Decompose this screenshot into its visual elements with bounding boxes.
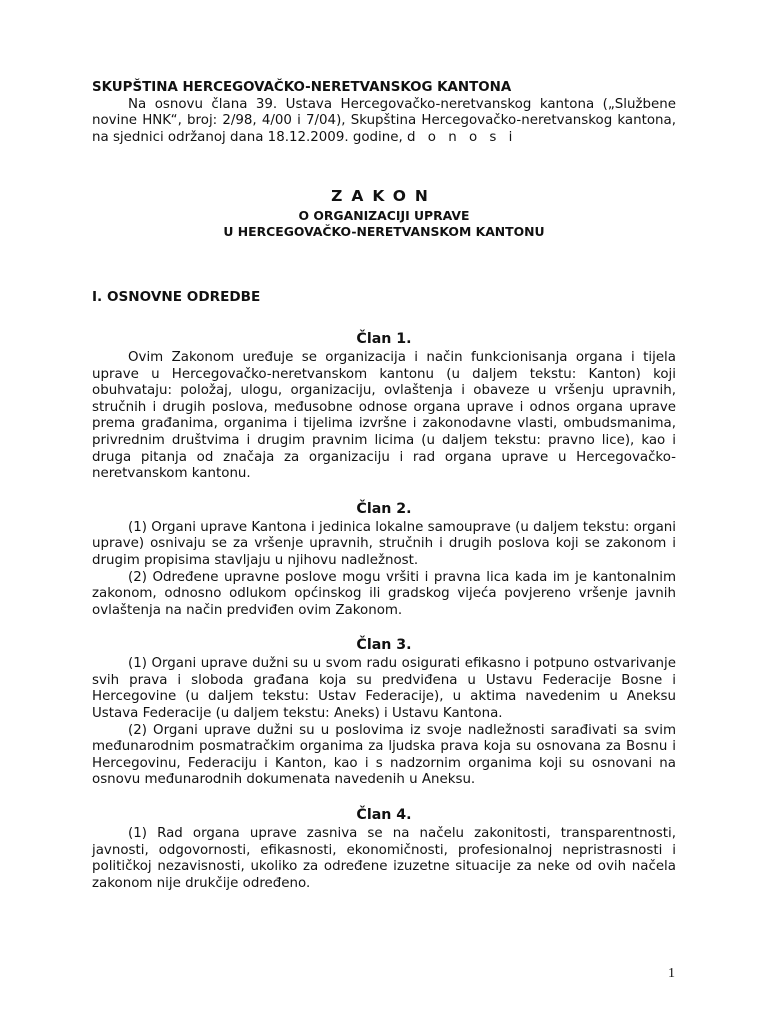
- document-page: [92, 80, 676, 892]
- article-4-paragraph-1: (1) Rad organa uprave zasniva se na načelu zakonitosti, transparentnosti, javnosti, odgovornosti, efikasnosti, ekonomičnosti, profesionalnoj nepristrasnosti i političkoj nezavisnosti, ukoliko za određene izuzetne situacije za neke od ovih načela zakonom nije drukčije određeno.: [92, 826, 676, 891]
- article-1-paragraph-1: Ovim Zakonom uređuje se organizacija i način funkcionisanja organa i tijela uprave u Hercegovačko-neretvanskom kantonu (u daljem tekstu: Kanton) koji obuhvataju: položaj, ulogu, organizaciju, ovlaštenja i obaveze u vršenju upravnih, stručnih i drugih poslova, međusobne odnose organa uprave i odnos organa uprave prema građanima, organima i tijelima izvršne i zakonodavne vlasti, ombudsmanima, privrednim društvima i drugim pravnim licima (u daljem tekstu: pravno lice), kao i druga pitanja od značaja za organizaciju i rad organa uprave u Hercegovačko-neretvanskom kantonu.: [92, 349, 676, 482]
- article-3-paragraph-2: (2) Organi uprave dužni su u poslovima iz svoje nadležnosti sarađivati sa svim međunarodnim posmatračkim organima za ljudska prava koja su osnovana za Bosnu i Hercegovinu, Federaciju i Kanton, kao i s nadzornim organima koji su osnovani na osnovu međunarodnih dokumenata navedenih u Aneksu.: [92, 722, 676, 788]
- article-2-heading: Član 2.: [356, 500, 412, 517]
- law-title-line2: U HERCEGOVAČKO-NERETVANSKOM KANTONU: [223, 224, 545, 240]
- article-4-heading: Član 4.: [356, 807, 412, 824]
- article-3-paragraph-1: (1) Organi uprave dužni su u svom radu osigurati efikasno i potpuno ostvarivanje svih prava i sloboda građana koja su predviđena u Ustavu Federacije Bosne i Hercegovine (u daljem tekstu: Ustav Federacije), u aktima navedenim u Aneksu Ustava Federacije (u daljem tekstu: Aneks) i Ustavu Kantona.: [92, 656, 676, 722]
- assembly-heading: SKUPŠTINA HERCEGOVAČKO-NERETVANSKOG KANTONA: [92, 80, 512, 95]
- article-2-paragraph-2: (2) Određene upravne poslove mogu vršiti i pravna lica kada im je kantonalnim zakonom, odnosno odlukom općinskog ili gradskog vijeća povjereno vršenje javnih ovlaštenja na način predviđen ovim Zakonom.: [92, 569, 676, 618]
- preamble-verb: d o n o s i: [407, 129, 517, 145]
- article-2-paragraph-1: (1) Organi uprave Kantona i jedinica lokalne samouprave (u daljem tekstu: organi uprave) osnivaju se za vršenje upravnih, stručnih i drugih poslova koji se zakonom i drugim propisima stavljaju u njihovu nadležnost.: [92, 519, 676, 568]
- preamble: [92, 97, 676, 147]
- page-number: 1: [668, 966, 675, 981]
- article-1-heading: Član 1.: [356, 330, 412, 347]
- article-3-heading: Član 3.: [356, 637, 412, 654]
- law-title: [92, 186, 676, 240]
- law-title-line1: O ORGANIZACIJI UPRAVE: [298, 208, 470, 224]
- section-heading: I. OSNOVNE ODREDBE: [92, 289, 261, 306]
- law-title-main: ZAKON: [331, 187, 437, 206]
- preamble-text: Na osnovu člana 39. Ustava Hercegovačko-neretvanskog kantona („Službene novine HNK“, broj: 2/98, 4/00 i 7/04), Skupština Hercegovačko-neretvanskog kantona, na sjednici održanoj dana 18.12.2009. godine,: [92, 96, 676, 145]
